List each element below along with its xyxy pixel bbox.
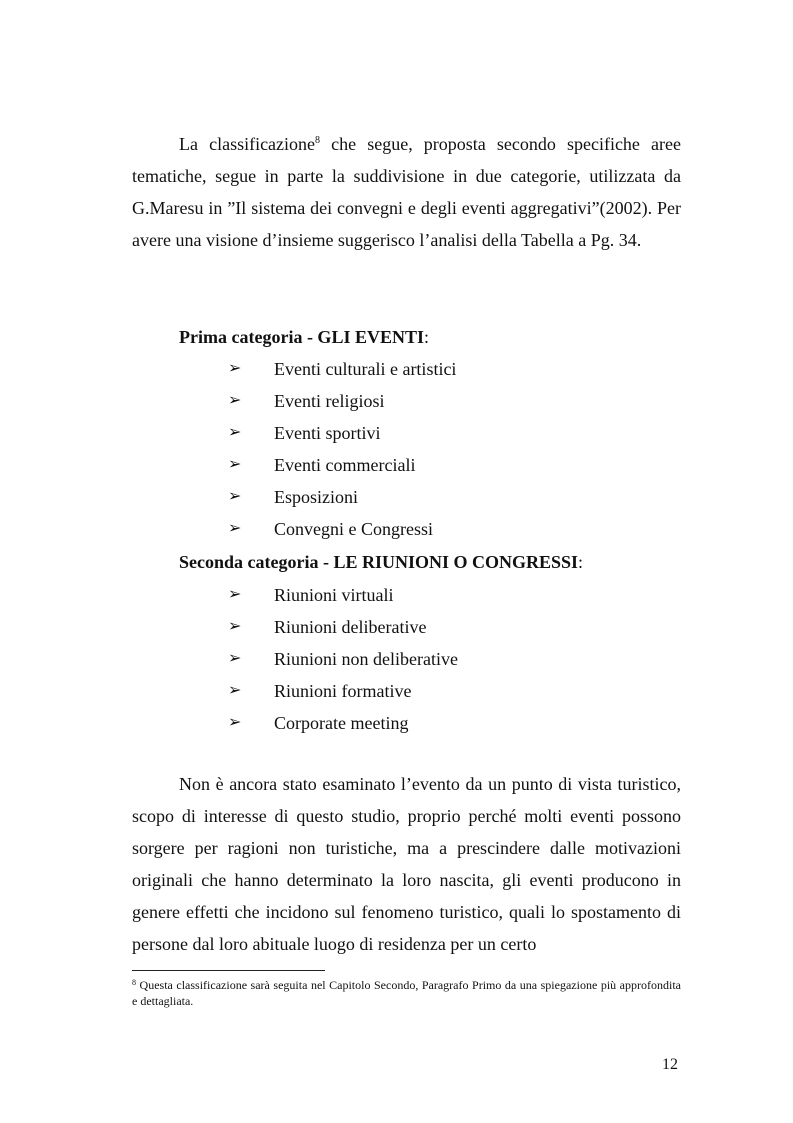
intro-paragraph [132, 128, 681, 256]
footnote [132, 977, 681, 1009]
footnote-number: 8 [132, 978, 136, 987]
category-2-title: Seconda categoria - LE RIUNIONI O CONGRESSI [179, 552, 579, 572]
arrowhead-bullet-icon: ➢ [228, 456, 242, 473]
page-number: 12 [662, 1056, 678, 1073]
footnote-separator [132, 970, 325, 971]
arrowhead-bullet-icon: ➢ [228, 714, 242, 731]
arrowhead-bullet-icon: ➢ [228, 682, 242, 699]
footnote-text: Questa classificazione sarà seguita nel Capitolo Secondo, Paragrafo Primo da una spiegazione più approfondita e dettagliata. [132, 978, 681, 1008]
document-page: La classificazione$^8$ che segue, proposta secondo specifiche aree tematiche, segue in parte la suddivisione in due categorie, utilizzata da G.Maresu in ”Il sistema dei convegni e degli eventi aggregativi”(2002). Per avere una visione d’insieme suggerisco l’analisi della Tabella a Pg. 34. Prima categoria - GLI EVENTI: ➢ Eventi culturali e artistici ➢ Eventi religiosi ➢ Eventi sportivi ➢ Eventi commerciali ➢ Esposizioni ➢ Convegni e Congressi Seconda categoria - LE RIUNIONI O CONGRESSI: ➢ Riunioni virtuali ➢ Riunioni deliberative ➢ Riunioni non deliberative ➢ Riunioni formative ➢ Corporate meeting Non è ancora stato esaminato l’evento da un punto di vista turistico, scopo di interesse di questo studio, proprio perché molti eventi possono sorgere per ragioni non turistiche, ma a prescindere dalle motivazioni originali che hanno determinato la loro nascita, gli eventi producono in genere effetti che incidono sul fenomeno turistico, quali lo spostamento di persone dal loro abituale luogo di residenza per un certo $^8$ Questa classificazione sarà seguita nel Capitolo Secondo, Paragrafo Primo da una spiegazione più approfondita e dettagliata. 12 [0, 0, 793, 1123]
intro-text-start: La classificazione [179, 134, 316, 154]
footnote-reference[interactable]: 8 [315, 135, 321, 146]
body-text: Non è ancora stato esaminato l’evento da un punto di vista turistico, scopo di interesse di questo studio, proprio perché molti eventi possono sorgere per ragioni non turistiche, ma a prescindere dalle motivazioni originali che hanno determinato la loro nascita, gli eventi producono in genere effetti che incidono sul fenomeno turistico, quali lo spostamento di persone dal loro abituale luogo di residenza per un certo [132, 774, 681, 954]
intro-text-rest: che segue, proposta secondo specifiche aree tematiche, segue in parte la suddivisione in due categorie, utilizzata da G.Maresu in ”Il sistema dei convegni e degli eventi aggregativi”(2002). Per avere una visione d’insieme suggerisco l’analisi della Tabella a Pg. 34. [132, 134, 681, 250]
arrowhead-bullet-icon: ➢ [228, 586, 242, 603]
arrowhead-bullet-icon: ➢ [228, 424, 242, 441]
category-1-title: Prima categoria - GLI EVENTI [179, 327, 424, 347]
body-paragraph [132, 768, 681, 960]
arrowhead-bullet-icon: ➢ [228, 650, 242, 667]
arrowhead-bullet-icon: ➢ [228, 392, 242, 409]
arrowhead-bullet-icon: ➢ [228, 520, 242, 537]
arrowhead-bullet-icon: ➢ [228, 360, 242, 377]
category-2-heading: Seconda categoria - LE RIUNIONI O CONGRESSI: [179, 552, 584, 572]
arrowhead-bullet-icon: ➢ [228, 488, 242, 505]
arrowhead-bullet-icon: ➢ [228, 618, 242, 635]
category-1-heading: Prima categoria - GLI EVENTI: [179, 327, 429, 347]
